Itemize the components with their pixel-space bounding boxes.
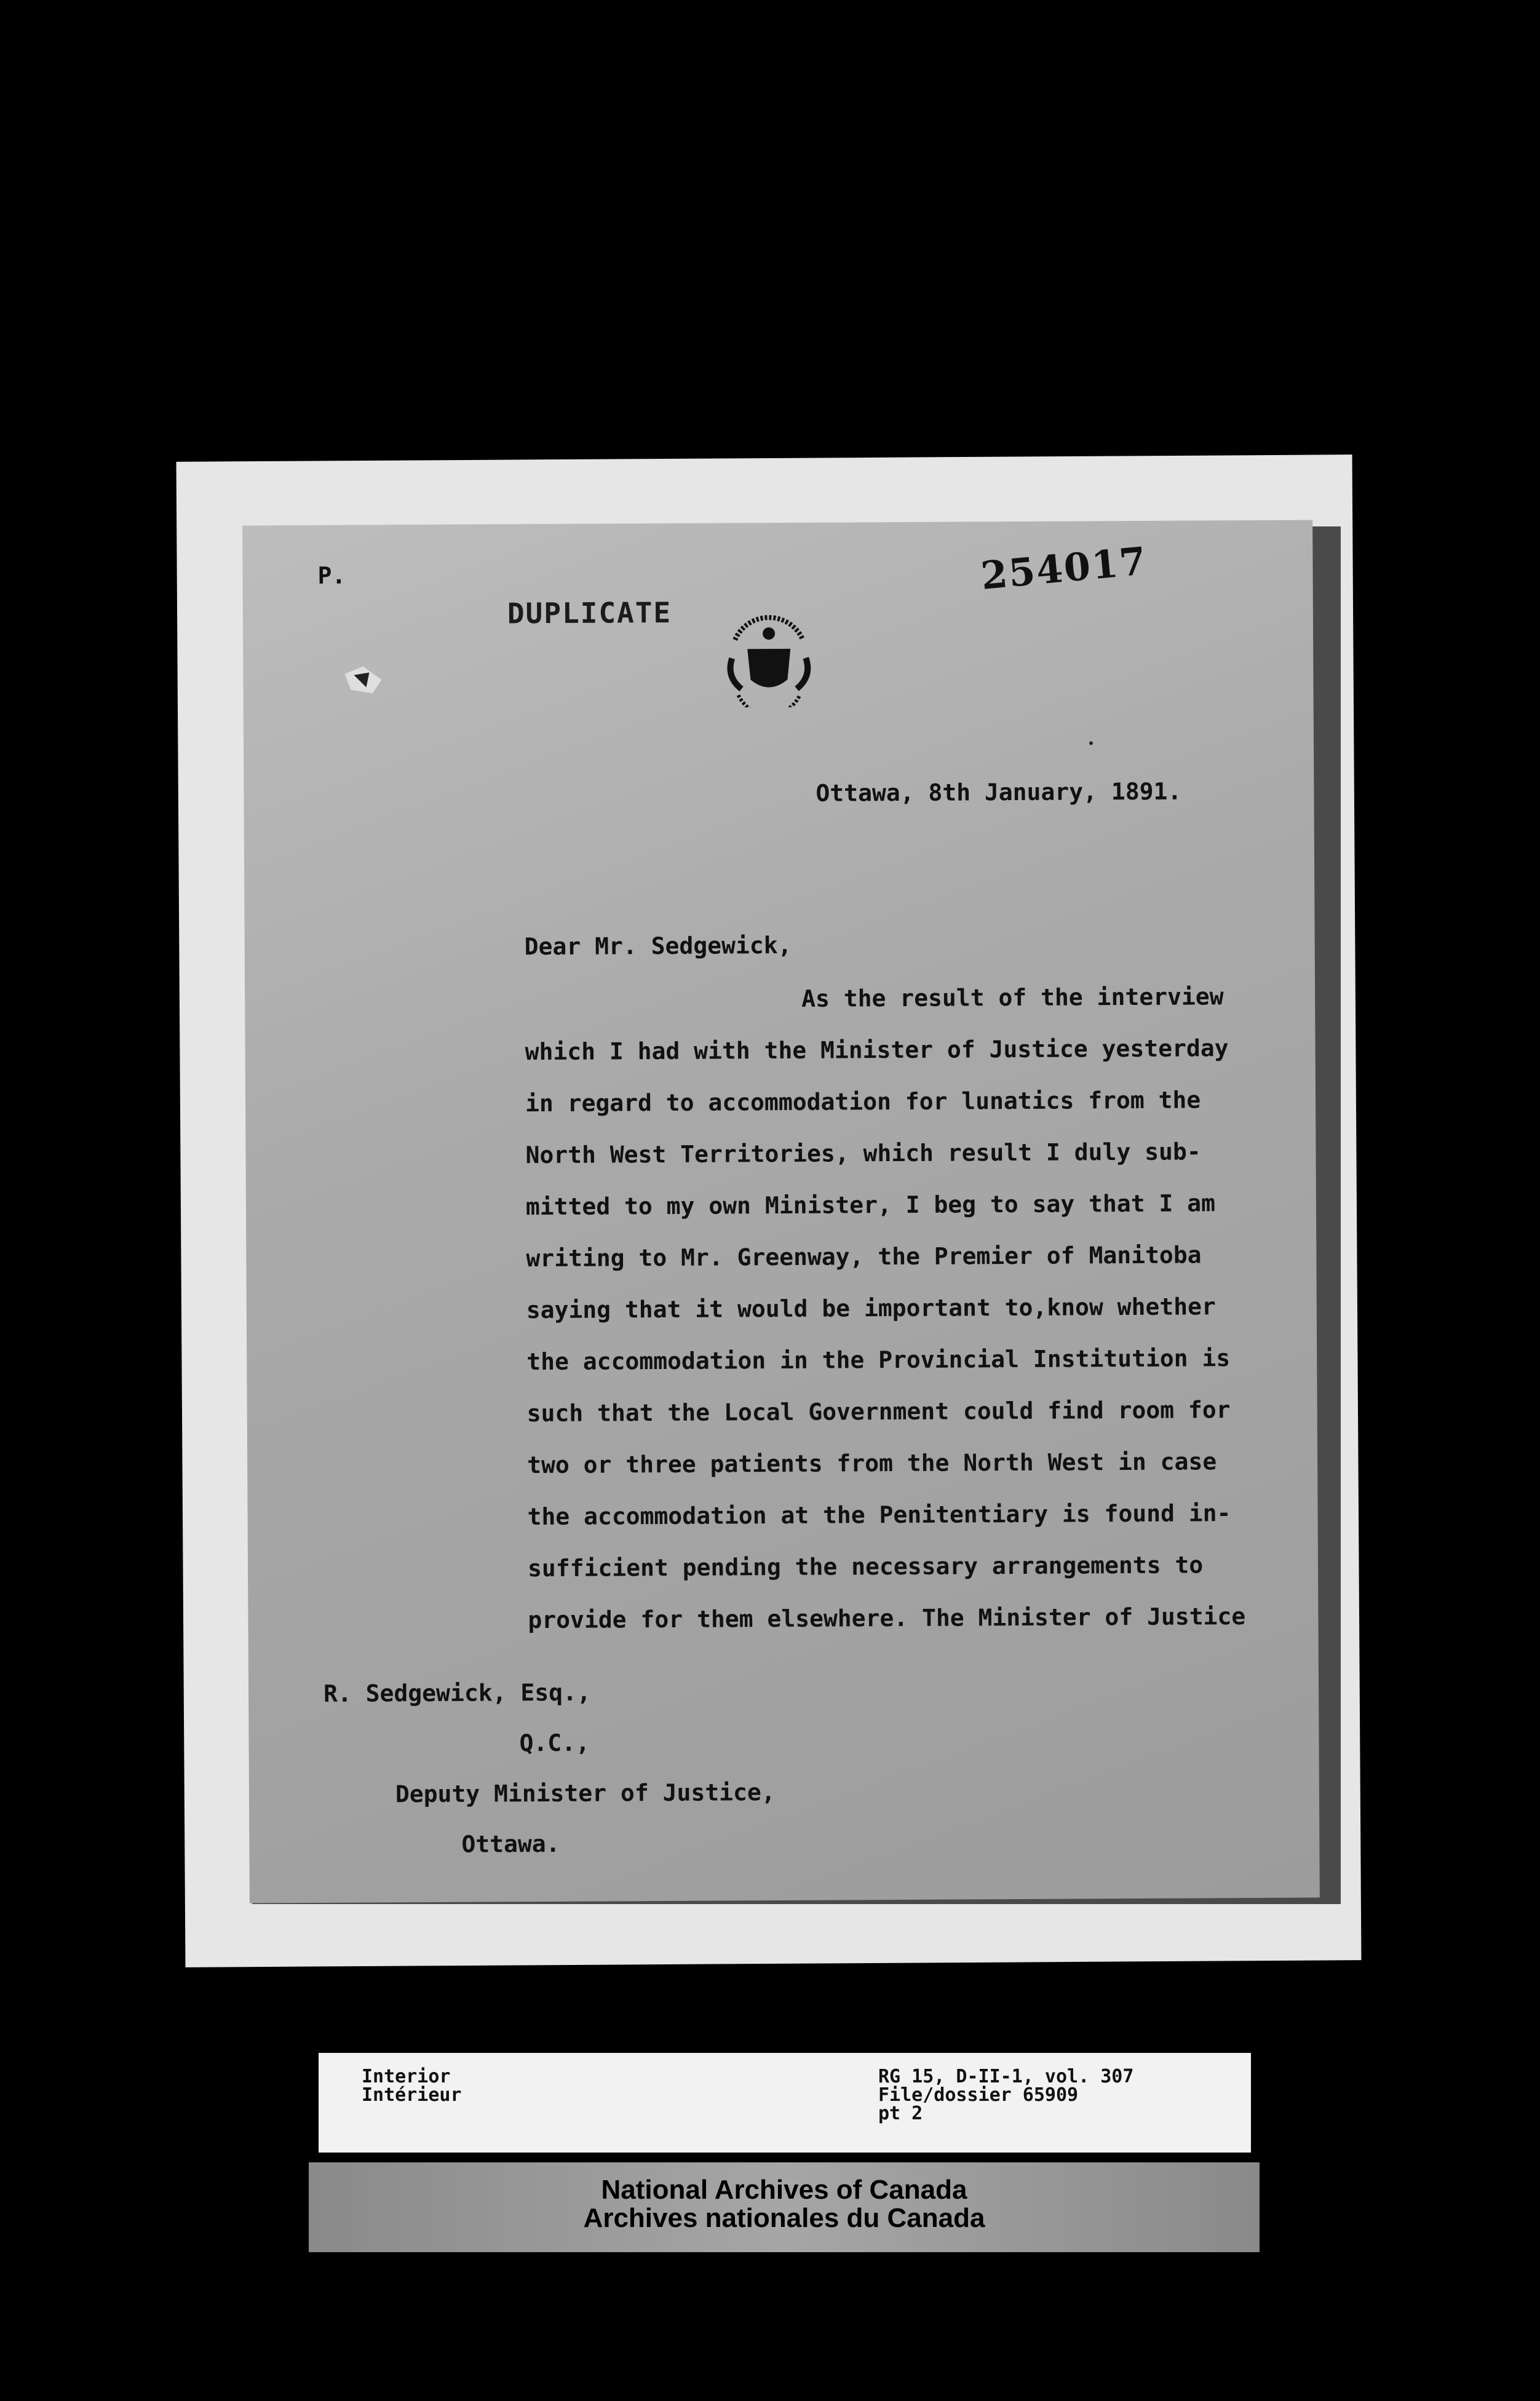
archive-reference-label [319, 2053, 1251, 2153]
duplicate-stamp: DUPLICATE [507, 595, 672, 630]
body-line: writing to Mr. Greenway, the Premier of Manitoba [526, 1241, 1202, 1272]
body-line: sufficient pending the necessary arrangements to [527, 1551, 1204, 1582]
body-line: provide for them elsewhere. The Minister of Justice [528, 1603, 1246, 1634]
body-line: which I had with the Minister of Justice yesterday [525, 1034, 1229, 1066]
body-line: such that the Local Government could find room for [526, 1396, 1231, 1427]
address-name: R. Sedgewick, Esq., [323, 1678, 591, 1707]
address-city: Ottawa. [461, 1830, 560, 1858]
salutation: Dear Mr. Sedgewick, [524, 931, 792, 961]
archive-name-fr: Archives nationales du Canada [583, 2203, 985, 2233]
smudge-mark-icon [338, 661, 387, 698]
body-line: the accommodation in the Provincial Institution is [526, 1344, 1231, 1376]
department-fr: Intérieur [362, 2084, 462, 2106]
letter-page [242, 520, 1320, 1903]
body-line: in regard to accommodation for lunatics from the [525, 1086, 1201, 1117]
department-names [362, 2068, 462, 2105]
file-dossier: File/dossier 65909 [878, 2084, 1079, 2106]
archive-banner [309, 2162, 1260, 2252]
archive-name-en: National Archives of Canada [601, 2175, 967, 2205]
file-number: 254017 [978, 538, 1149, 598]
address-position: Deputy Minister of Justice, [395, 1779, 776, 1808]
body-line: As the result of the interview [801, 983, 1224, 1012]
page-mark: P. [317, 562, 346, 589]
record-group: RG 15, D-II-1, vol. 307 [878, 2066, 1134, 2087]
part-number: pt 2 [878, 2103, 923, 2124]
date-line: Ottawa, 8th January, 1891. [816, 777, 1182, 807]
ink-speck-icon [1086, 736, 1096, 750]
body-line: mitted to my own Minister, I beg to say that I am [525, 1189, 1216, 1221]
coat-of-arms-icon [723, 615, 816, 708]
body-line: two or three patients from the North West in case [527, 1448, 1217, 1479]
address-title: Q.C., [519, 1729, 590, 1757]
record-reference [878, 2068, 1133, 2123]
department-en: Interior [362, 2066, 451, 2087]
body-line: saying that it would be important to,know whether [526, 1293, 1216, 1324]
body-line: the accommodation at the Penitentiary is found in- [527, 1499, 1231, 1531]
body-line: North West Territories, which result I duly sub- [525, 1138, 1201, 1169]
